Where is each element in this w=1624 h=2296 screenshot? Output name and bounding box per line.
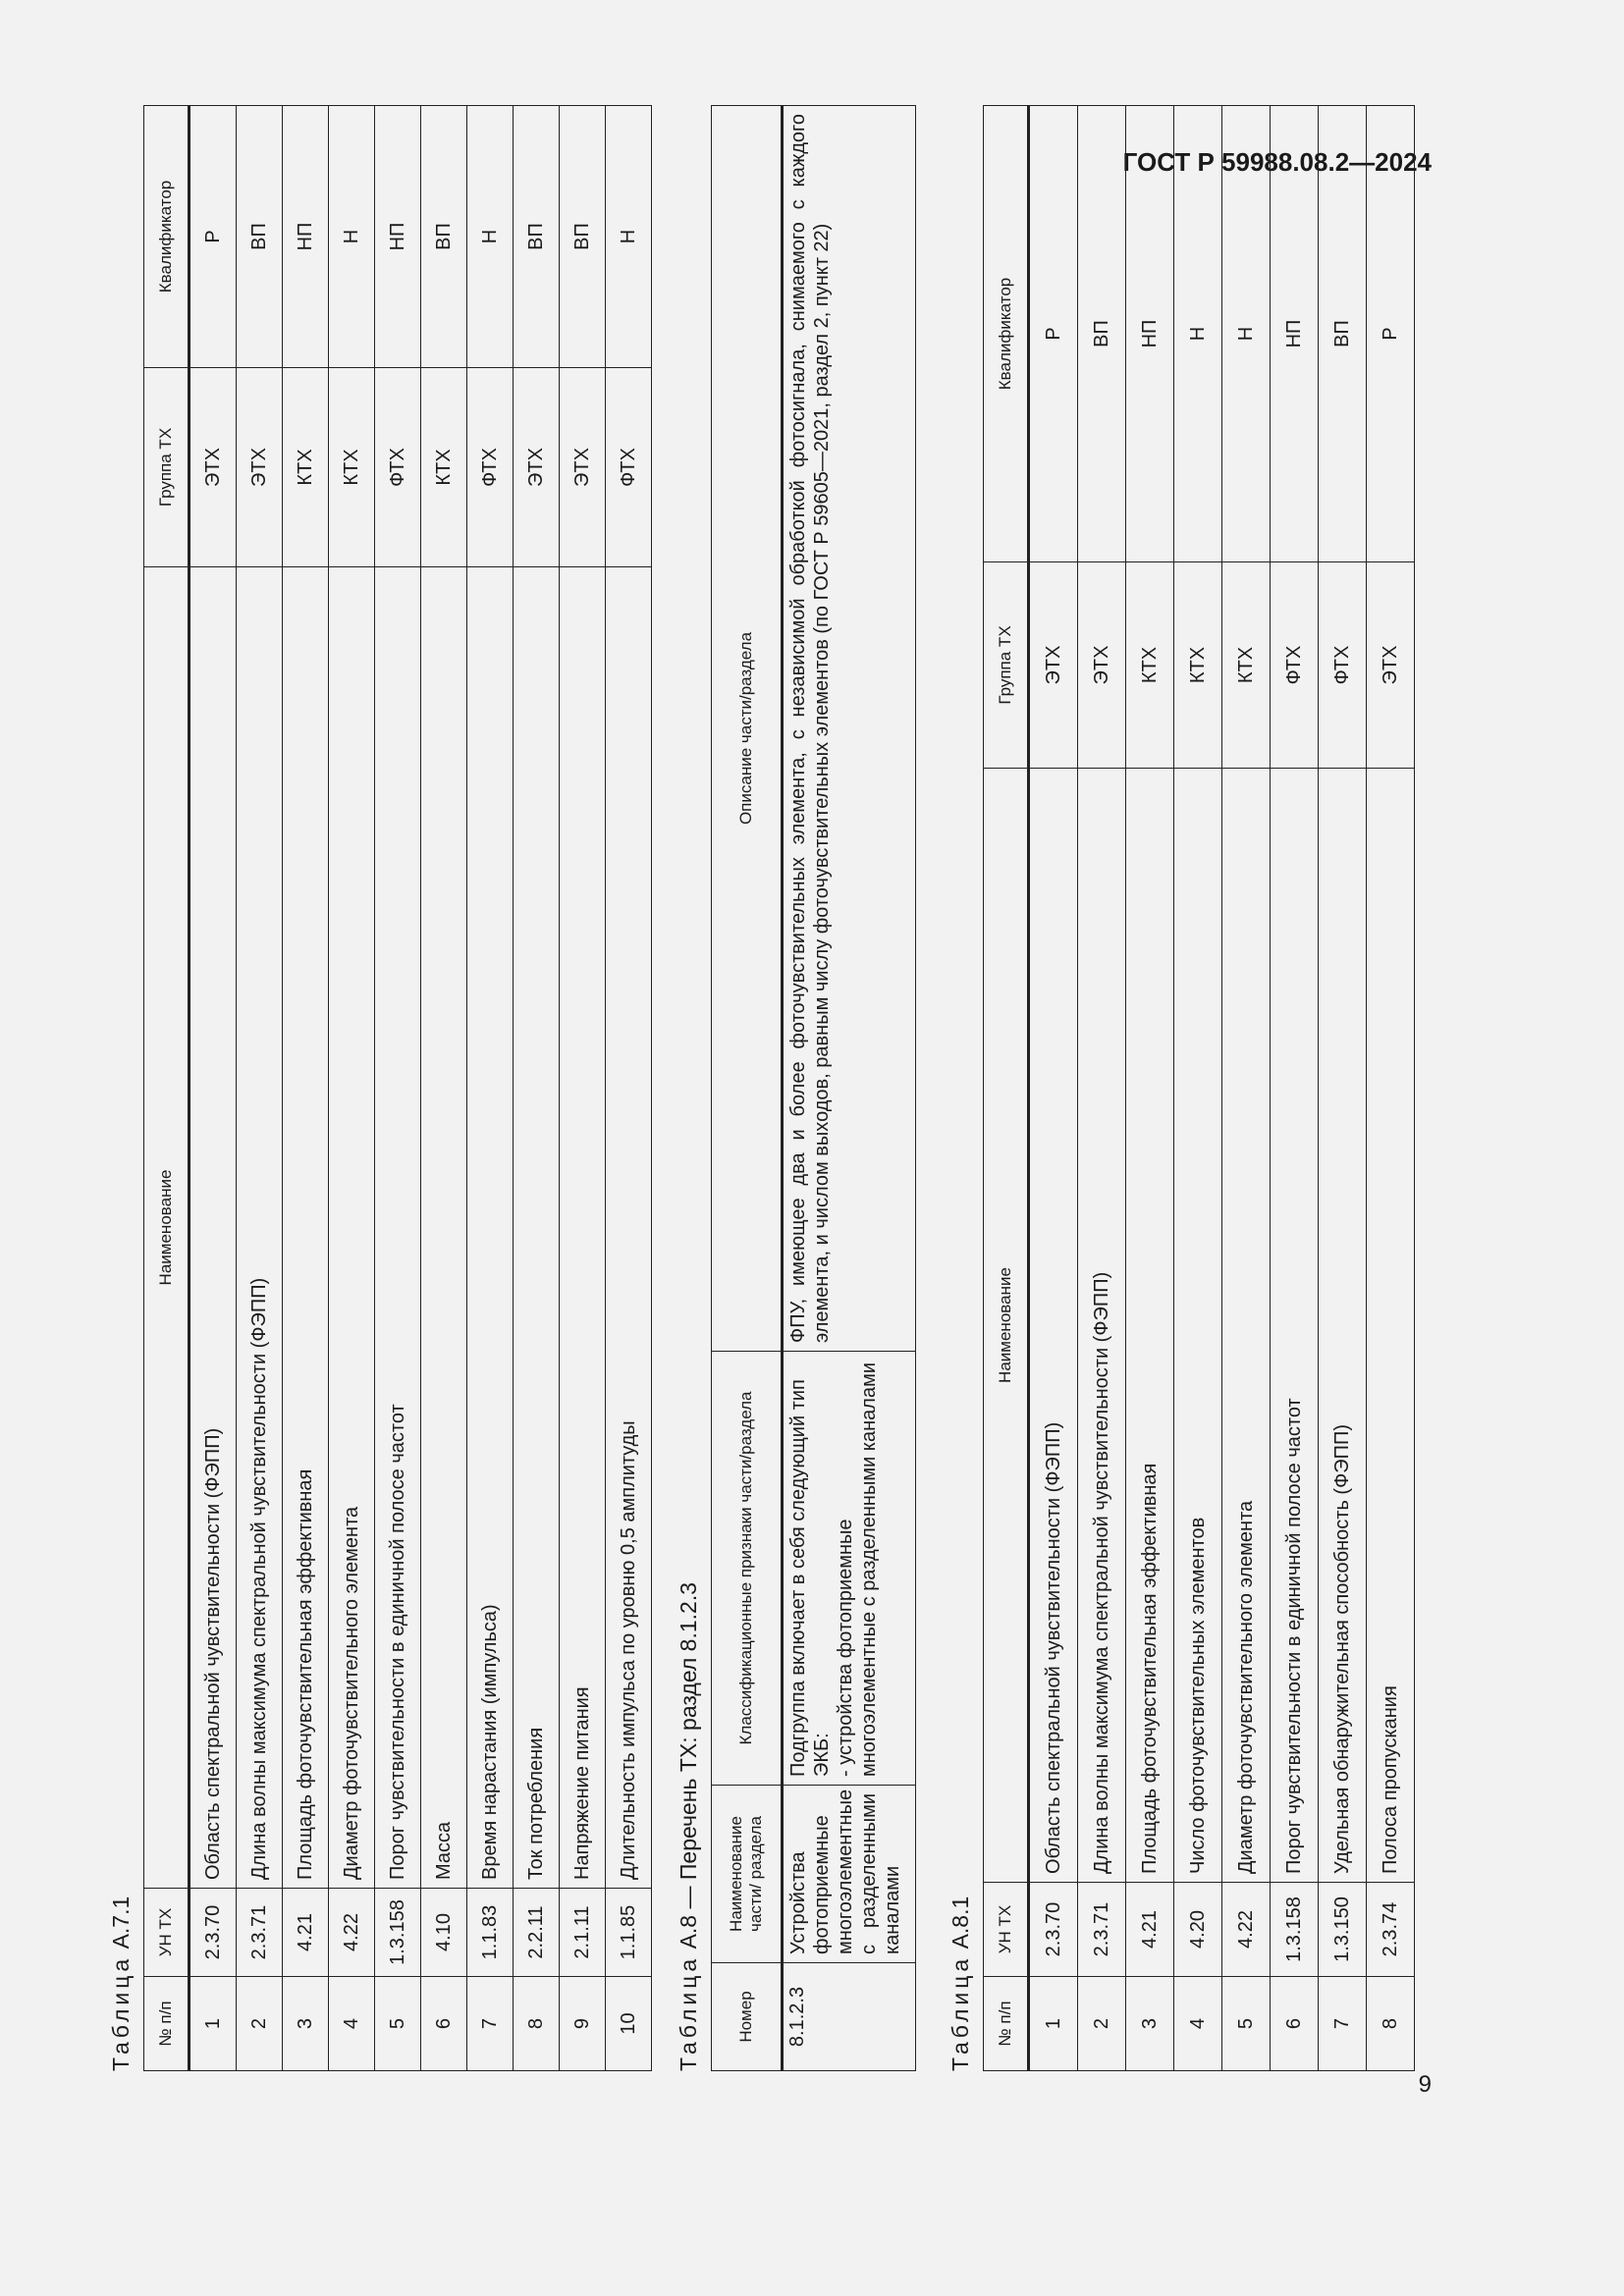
table-row xyxy=(606,106,652,2071)
cell-code: 2.2.11 xyxy=(514,1889,560,1977)
cell-index: 3 xyxy=(1126,1977,1174,2071)
cell-code: 1.1.85 xyxy=(606,1889,652,1977)
cell-index: 1 xyxy=(189,1977,237,2071)
document-header: ГОСТ Р 59988.08.2—2024 xyxy=(1122,147,1432,177)
table-row xyxy=(329,106,375,2071)
caption-label: Таблица xyxy=(676,1954,701,2071)
caption-id: А.8.1 xyxy=(947,1896,973,1949)
cell-name: Полоса пропускания xyxy=(1367,769,1415,1883)
cell-description: ФПУ, имеющее два и более фоточувствительных элемента, с независимой обработкой фотосигнала, снимаемого с каждого элемента, и числом выходов, равным числу фоточувствительных элементов (по ГОСТ Р 59605—2021, раздел 2, пункт 22) xyxy=(783,106,916,1352)
cell-group: ЭТХ xyxy=(237,368,283,567)
cell-name: Масса xyxy=(421,567,467,1889)
cell-code: 1.1.83 xyxy=(467,1889,514,1977)
cell-index: 2 xyxy=(237,1977,283,2071)
table-row xyxy=(783,106,916,2071)
cell-qualifier: НП xyxy=(1126,106,1174,562)
table-row xyxy=(1029,106,1078,2071)
table-row xyxy=(1222,106,1271,2071)
features-line-2: - устройства фотоприемные многоэлементные с разделенными каналами xyxy=(835,1362,880,1777)
table-body xyxy=(1029,106,1415,2071)
cell-name: Удельная обнаружительная способность (ФЭПП) xyxy=(1319,769,1367,1883)
header-code: УН ТХ xyxy=(984,1883,1029,1977)
cell-name: Длительность импульса по уровню 0,5 амплитуды xyxy=(606,567,652,1889)
cell-qualifier: НП xyxy=(283,106,329,368)
table-row xyxy=(421,106,467,2071)
cell-group: ЭТХ xyxy=(1078,562,1126,769)
cell-qualifier: Р xyxy=(1367,106,1415,562)
cell-index: 4 xyxy=(329,1977,375,2071)
cell-qualifier: Н xyxy=(1174,106,1222,562)
cell-index: 5 xyxy=(375,1977,421,2071)
page-number: 9 xyxy=(1418,2071,1432,2098)
cell-group: ЭТХ xyxy=(1367,562,1415,769)
cell-group: КТХ xyxy=(1174,562,1222,769)
cell-index: 2 xyxy=(1078,1977,1126,2071)
cell-index: 9 xyxy=(560,1977,606,2071)
cell-index: 4 xyxy=(1174,1977,1222,2071)
table-row xyxy=(1078,106,1126,2071)
cell-code: 4.22 xyxy=(1222,1883,1271,1977)
table-row xyxy=(467,106,514,2071)
cell-qualifier: Н xyxy=(329,106,375,368)
cell-group: ФТХ xyxy=(467,368,514,567)
cell-features xyxy=(783,1352,916,1786)
cell-index: 6 xyxy=(1271,1977,1319,2071)
cell-code: 1.3.150 xyxy=(1319,1883,1367,1977)
cell-name: Ток потребления xyxy=(514,567,560,1889)
table-a8-caption xyxy=(676,105,702,2071)
cell-index: 1 xyxy=(1029,1977,1078,2071)
table-row xyxy=(1271,106,1319,2071)
table-row xyxy=(560,106,606,2071)
cell-group: ФТХ xyxy=(1271,562,1319,769)
features-line-1: Подгруппа включает в себя следующий тип ЭКБ: xyxy=(787,1379,833,1777)
cell-name: Напряжение питания xyxy=(560,567,606,1889)
cell-qualifier: ВП xyxy=(560,106,606,368)
cell-code: 2.1.11 xyxy=(560,1889,606,1977)
cell-code: 2.3.70 xyxy=(1029,1883,1078,1977)
header-features: Классификационные признаки части/раздела xyxy=(712,1352,783,1786)
cell-index: 7 xyxy=(1319,1977,1367,2071)
cell-code: 4.10 xyxy=(421,1889,467,1977)
cell-group: ФТХ xyxy=(606,368,652,567)
table-a71-caption xyxy=(108,105,135,2071)
header-qualifier: Квалификатор xyxy=(984,106,1029,562)
cell-qualifier: Р xyxy=(1029,106,1078,562)
table-a81-section xyxy=(947,105,1415,2071)
cell-name: Порог чувствительности в единичной полосе частот xyxy=(1271,769,1319,1883)
cell-group: КТХ xyxy=(329,368,375,567)
table-row xyxy=(283,106,329,2071)
cell-index: 8 xyxy=(1367,1977,1415,2071)
cell-qualifier: Н xyxy=(606,106,652,368)
cell-name: Область спектральной чувствительности (ФЭПП) xyxy=(189,567,237,1889)
cell-qualifier: НП xyxy=(1271,106,1319,562)
header-group: Группа ТХ xyxy=(984,562,1029,769)
cell-code: 2.3.71 xyxy=(237,1889,283,1977)
cell-name: Область спектральной чувствительности (ФЭПП) xyxy=(1029,769,1078,1883)
caption-id: А.7.1 xyxy=(108,1896,134,1949)
cell-name: Площадь фоточувствительная эффективная xyxy=(283,567,329,1889)
cell-code: 2.3.70 xyxy=(189,1889,237,1977)
cell-code: 2.3.71 xyxy=(1078,1883,1126,1977)
table-row xyxy=(514,106,560,2071)
cell-code: 1.3.158 xyxy=(1271,1883,1319,1977)
cell-index: 8 xyxy=(514,1977,560,2071)
header-index: № п/п xyxy=(144,1977,189,2071)
cell-group: ЭТХ xyxy=(1029,562,1078,769)
caption-label: Таблица xyxy=(108,1954,134,2071)
cell-qualifier: ВП xyxy=(237,106,283,368)
cell-code: 4.22 xyxy=(329,1889,375,1977)
cell-index: 6 xyxy=(421,1977,467,2071)
table-row xyxy=(1367,106,1415,2071)
cell-name: Время нарастания (импульса) xyxy=(467,567,514,1889)
table-header-row xyxy=(712,106,783,2071)
cell-name: Диаметр фоточувствительного элемента xyxy=(1222,769,1271,1883)
caption-rest: А.8 — Перечень ТХ: раздел 8.1.2.3 xyxy=(676,1581,701,1949)
cell-qualifier: ВП xyxy=(1078,106,1126,562)
cell-group: ФТХ xyxy=(1319,562,1367,769)
cell-name: Длина волны максимума спектральной чувствительности (ФЭПП) xyxy=(1078,769,1126,1883)
table-row xyxy=(237,106,283,2071)
cell-group: ЭТХ xyxy=(189,368,237,567)
header-number: Номер xyxy=(712,1963,783,2071)
cell-name: Устройства фотоприемные многоэлементные с разделенными каналами xyxy=(783,1786,916,1963)
table-row xyxy=(1174,106,1222,2071)
table-a8 xyxy=(711,105,916,2071)
header-group: Группа ТХ xyxy=(144,368,189,567)
table-a81-caption xyxy=(947,105,974,2071)
table-row xyxy=(375,106,421,2071)
header-code: УН ТХ xyxy=(144,1889,189,1977)
header-index: № п/п xyxy=(984,1977,1029,2071)
cell-group: КТХ xyxy=(283,368,329,567)
cell-index: 10 xyxy=(606,1977,652,2071)
cell-qualifier: Н xyxy=(467,106,514,368)
cell-qualifier: НП xyxy=(375,106,421,368)
cell-index: 5 xyxy=(1222,1977,1271,2071)
table-header-row xyxy=(984,106,1029,2071)
table-a8-section xyxy=(676,105,916,2071)
cell-group: КТХ xyxy=(421,368,467,567)
table-header-row xyxy=(144,106,189,2071)
cell-group: КТХ xyxy=(1126,562,1174,769)
cell-qualifier: Н xyxy=(1222,106,1271,562)
cell-index: 3 xyxy=(283,1977,329,2071)
cell-code: 4.21 xyxy=(283,1889,329,1977)
cell-group: КТХ xyxy=(1222,562,1271,769)
rotated-content xyxy=(108,10,1443,2071)
header-qualifier: Квалификатор xyxy=(144,106,189,368)
cell-name: Диаметр фоточувствительного элемента xyxy=(329,567,375,1889)
cell-qualifier: Р xyxy=(189,106,237,368)
cell-code: 2.3.74 xyxy=(1367,1883,1415,1977)
header-description: Описание части/раздела xyxy=(712,106,783,1352)
table-row xyxy=(189,106,237,2071)
table-body xyxy=(189,106,652,2071)
table-a81 xyxy=(983,105,1415,2071)
cell-number: 8.1.2.3 xyxy=(783,1963,916,2071)
header-name: Наименование xyxy=(984,769,1029,1883)
caption-label: Таблица xyxy=(947,1954,973,2071)
cell-qualifier: ВП xyxy=(514,106,560,368)
table-a71 xyxy=(143,105,652,2071)
cell-index: 7 xyxy=(467,1977,514,2071)
cell-name: Длина волны максимума спектральной чувствительности (ФЭПП) xyxy=(237,567,283,1889)
header-name: Наименование xyxy=(144,567,189,1889)
cell-name: Площадь фоточувствительная эффективная xyxy=(1126,769,1174,1883)
table-a71-section xyxy=(108,105,652,2071)
table-row xyxy=(1126,106,1174,2071)
cell-group: ФТХ xyxy=(375,368,421,567)
cell-code: 1.3.158 xyxy=(375,1889,421,1977)
cell-group: ЭТХ xyxy=(560,368,606,567)
table-row xyxy=(1319,106,1367,2071)
cell-code: 4.20 xyxy=(1174,1883,1222,1977)
cell-code: 4.21 xyxy=(1126,1883,1174,1977)
header-name: Наименование части/ раздела xyxy=(712,1786,783,1963)
cell-name: Число фоточувствительных элементов xyxy=(1174,769,1222,1883)
cell-group: ЭТХ xyxy=(514,368,560,567)
cell-qualifier: ВП xyxy=(1319,106,1367,562)
cell-name: Порог чувствительности в единичной полосе частот xyxy=(375,567,421,1889)
cell-qualifier: ВП xyxy=(421,106,467,368)
